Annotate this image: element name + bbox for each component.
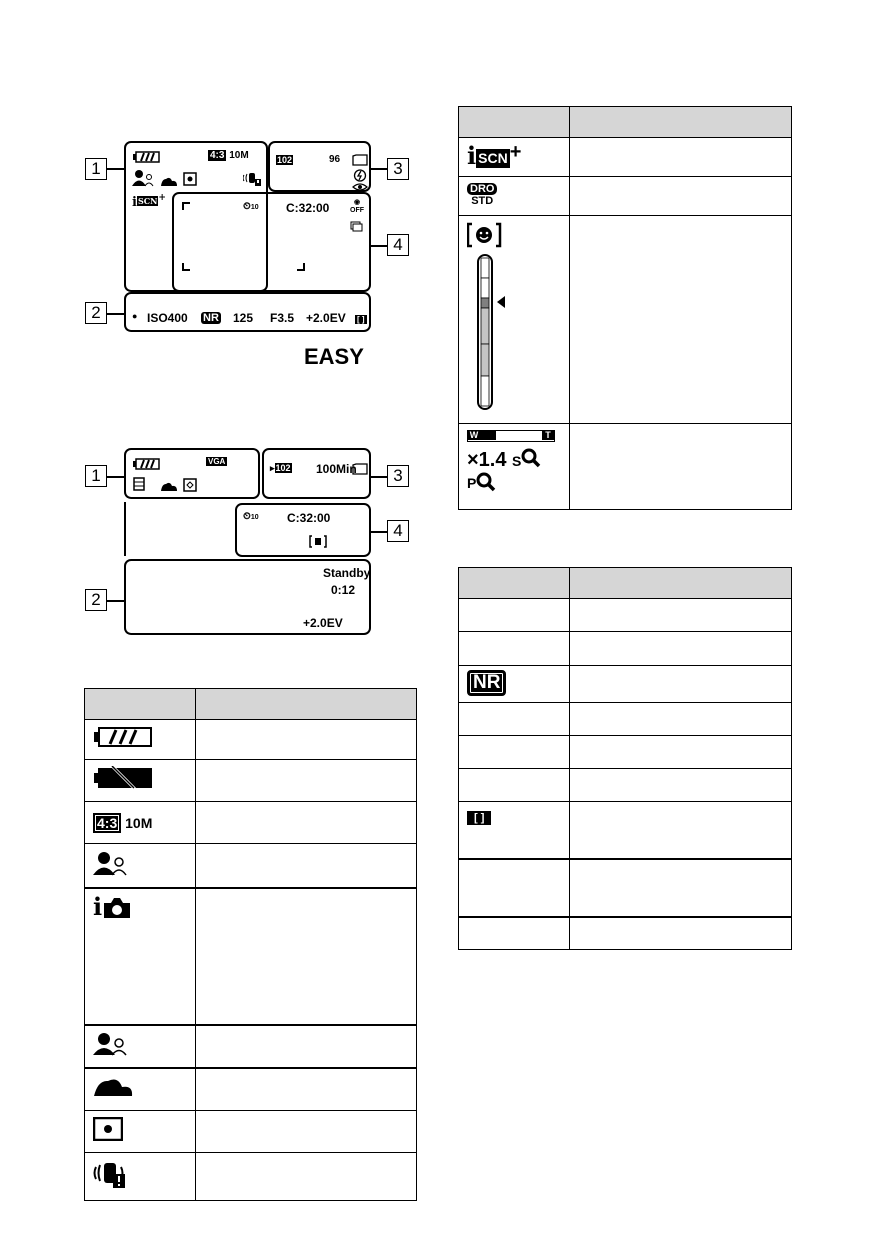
battery-low-icon <box>93 766 153 790</box>
movie-panel-3 <box>262 448 371 499</box>
icon-table-right-top <box>458 106 792 510</box>
still-panel-2 <box>124 292 371 332</box>
zoom-scale-icon: W T ×1.4 S P <box>467 430 561 492</box>
table-row <box>459 424 792 510</box>
table-row <box>459 703 792 736</box>
callout-3: 3 <box>387 465 409 487</box>
table-row <box>459 177 792 216</box>
battery-icon <box>133 458 161 470</box>
table-row <box>85 720 417 760</box>
spot-metering-icon <box>183 172 197 186</box>
table-row <box>85 888 417 1025</box>
red-eye-icon <box>352 183 368 191</box>
iso-value: ISO400 <box>147 311 188 325</box>
superior-auto-icon: iSCN+ <box>132 193 166 210</box>
table-row <box>459 216 792 424</box>
af-frame-corner <box>297 263 305 271</box>
self-timer-icon: ⏲10 <box>243 511 259 522</box>
table-row <box>459 859 792 917</box>
movie-panel-1 <box>124 448 260 499</box>
table-row <box>459 666 792 703</box>
table-row <box>459 917 792 950</box>
exposure-value: +2.0EV <box>303 616 343 630</box>
callout-2: 2 <box>85 589 107 611</box>
clock-remaining: C:32:00 <box>287 511 331 525</box>
table-row <box>85 1025 417 1068</box>
memory-card-icon <box>352 154 368 166</box>
table-row <box>459 736 792 769</box>
image-size-icon: 4:3 10M <box>93 815 152 831</box>
table-row <box>85 844 417 889</box>
flash-off-icon <box>353 169 367 182</box>
table-row <box>85 802 417 844</box>
movie-quality-badge: VGA <box>208 457 226 466</box>
remaining-time: 100Min <box>316 462 357 476</box>
intelligent-auto-icon: i <box>93 895 131 919</box>
metering-icon <box>183 478 197 492</box>
landscape-icon <box>160 175 178 187</box>
record-dot-icon: ● <box>132 311 138 321</box>
battery-icon <box>93 726 153 748</box>
battery-icon <box>133 151 161 163</box>
folder-icon: 102 <box>277 155 293 165</box>
shutter-value: 125 <box>233 311 254 325</box>
folder-icon: ▸102 <box>270 463 291 473</box>
icon-table-left <box>84 688 417 1201</box>
table-row <box>459 138 792 177</box>
icon-table-right-bottom <box>458 567 792 950</box>
af-frame-corner <box>182 263 190 271</box>
exposure-value: +2.0EV <box>306 311 346 325</box>
portrait-scene-icon <box>132 169 154 187</box>
clock-remaining: C:32:00 <box>286 201 330 215</box>
image-size: 10M <box>229 150 249 161</box>
af-frame-icon: [ ] <box>467 811 491 825</box>
movie-panel-4 <box>235 503 371 557</box>
spot-metering-icon <box>93 1117 123 1141</box>
self-timer-icon: ⏲10 <box>243 201 259 212</box>
steadyshot-icon <box>309 535 327 548</box>
table-row <box>459 802 792 859</box>
portrait-scene-icon <box>93 850 127 876</box>
aperture-value: F3.5 <box>270 311 295 325</box>
callout-3: 3 <box>387 158 409 180</box>
table-row <box>459 769 792 802</box>
portrait-scene-icon <box>93 1032 127 1056</box>
film-icon <box>132 477 146 491</box>
callout-4: 4 <box>387 234 409 256</box>
recording-status: Standby <box>323 566 371 580</box>
memory-card-icon <box>352 463 368 475</box>
callout-1: 1 <box>85 158 107 180</box>
table-row <box>85 1068 417 1110</box>
still-panel-3 <box>268 141 371 192</box>
landscape-icon <box>160 480 178 492</box>
callout-2: 2 <box>85 302 107 324</box>
remaining-shots: 96 <box>329 154 341 165</box>
af-frame-icon: [ ] <box>357 315 365 324</box>
still-panel-4 <box>172 192 371 292</box>
table-row <box>85 1110 417 1152</box>
callout-4: 4 <box>387 520 409 542</box>
callout-1: 1 <box>85 465 107 487</box>
table-row <box>459 632 792 666</box>
face-detect-icon: ◉ OFF <box>350 199 364 214</box>
nr-badge: NR <box>203 312 219 324</box>
aspect-badge: 4:3 <box>210 150 225 161</box>
superior-auto-icon: i SCN + <box>467 141 522 170</box>
landscape-icon <box>93 1075 133 1097</box>
burst-icon <box>350 221 364 233</box>
nr-icon: NR <box>467 670 506 696</box>
smile-detection-icon <box>467 222 527 412</box>
movie-panel-2 <box>124 559 371 635</box>
recording-counter: 0:12 <box>331 583 356 597</box>
camera-shake-icon <box>93 1159 133 1189</box>
table-row <box>85 760 417 802</box>
dro-icon: DRO STD <box>467 183 497 207</box>
table-row <box>459 599 792 632</box>
af-frame-corner <box>182 202 190 210</box>
table-row <box>85 1152 417 1200</box>
easy-mode-label: EASY <box>304 344 364 369</box>
camera-shake-icon <box>243 170 263 186</box>
